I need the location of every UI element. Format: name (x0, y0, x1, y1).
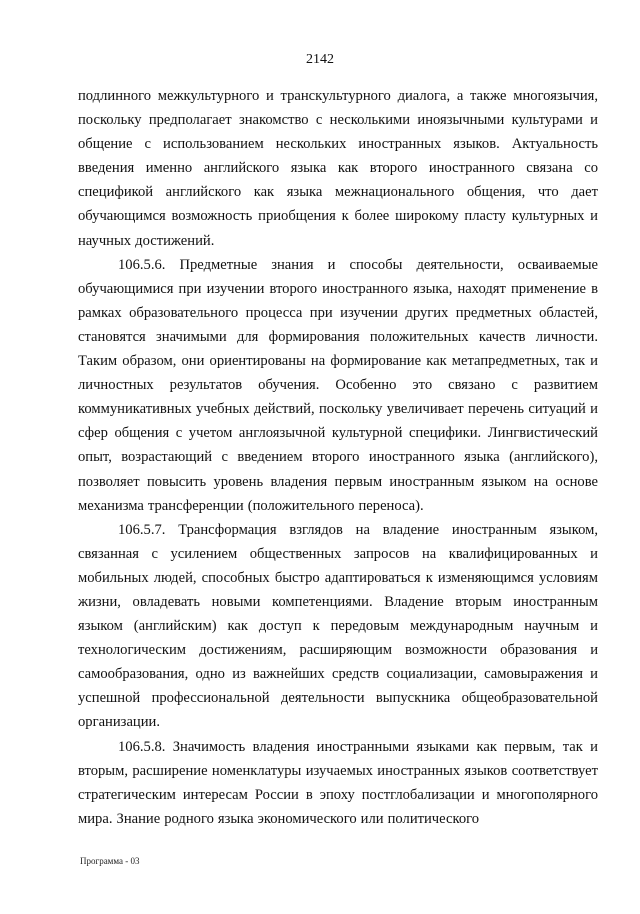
paragraph-106-5-7: 106.5.7. Трансформация взглядов на владение иностранным языком, связанная с усилением общественных запросов на квалифицированных и мобильных людей, способных быстро адаптироваться к изменяющимся условиям жизни, овладевать новыми компетенциями. Владение вторым иностранным языком (английским) как доступ к передовым международным научным и технологическим достижениям, расширяющим возможности образования и самообразования, одно из важнейших средств социализации, самовыражения и успешной профессиональной деятельности выпускника общеобразовательной организации. (78, 521, 598, 731)
paragraph-continuation: подлинного межкультурного и транскультурного диалога, а также многоязычия, поскольку предполагает знакомство с несколькими иноязычными культурами и общение с использованием нескольких иностранных языков. Актуальность введения именно английского языка как второго иностранного связана со спецификой английского как языка межнационального общения, что дает обучающимся возможность приобщения к более широкому пласту культурных и научных достижений. (78, 88, 598, 249)
footer-label: Программа - 03 (80, 856, 140, 866)
paragraph-106-5-8: 106.5.8. Значимость владения иностранными языками как первым, так и вторым, расширение номенклатуры изучаемых иностранных языков соответствует стратегическим интересам России в эпоху постглобализации и многополярного мира. Знание родного языка экономического или политического (78, 738, 598, 827)
page-number: 2142 (306, 52, 334, 67)
paragraph-106-5-6: 106.5.6. Предметные знания и способы деятельности, осваиваемые обучающимися при изучении второго иностранного языка, находят применение в рамках образовательного процесса при изучении других предметных областей, становятся значимыми для формирования положительных качеств личности. Таким образом, они ориентированы на формирование как метапредметных, так и личностных результатов обучения. Особенно это связано с развитием коммуникативных учебных действий, поскольку увеличивает перечень ситуаций и сфер общения с учетом англоязычной культурной специфики. Лингвистический опыт, возрастающий с введением второго иностранного языка (английского), позволяет повысить уровень владения первым иностранным языком на основе механизма трансференции (положительного переноса). (78, 256, 598, 514)
document-body (78, 84, 598, 831)
